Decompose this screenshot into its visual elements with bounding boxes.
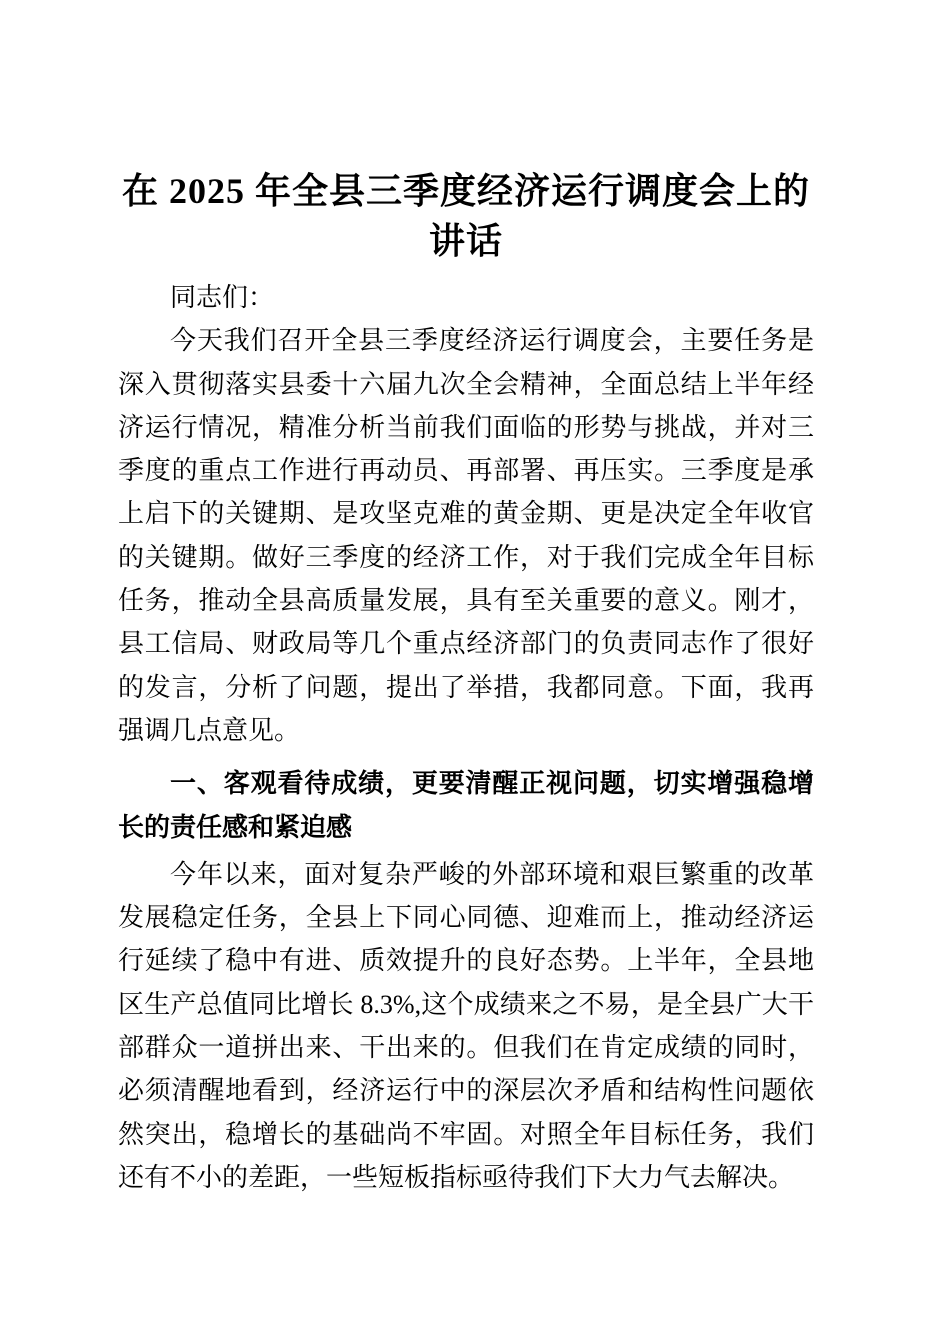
opening-paragraph: 今天我们召开全县三季度经济运行调度会，主要任务是深入贯彻落实县委十六届九次全会精神，全面总结上半年经济运行情况，精准分析当前我们面临的形势与挑战，并对三季度的重点工作进行再动员、再部署、再压实。三季度是承上启下的关键期、是攻坚克难的黄金期、更是决定全年收官的关键期。做好三季度的经济工作，对于我们完成全年目标任务，推动全县高质量发展，具有至关重要的意义。刚才，县工信局、财政局等几个重点经济部门的负责同志作了很好的发言，分析了问题，提出了举措，我都同意。下面，我再强调几点意见。 bbox=[118, 326, 814, 745]
document-title: 在 2025 年全县三季度经济运行调度会上的讲话 bbox=[121, 171, 810, 261]
section-1-heading: 一、客观看待成绩，更要清醒正视问题，切实增强稳增长的责任感和紧迫感 bbox=[118, 768, 814, 842]
section-1-paragraph: 今年以来，面对复杂严峻的外部环境和艰巨繁重的改革发展稳定任务，全县上下同心同德、迎难而上，推动经济运行延续了稳中有进、质效提升的良好态势。上半年，全县地区生产总值同比增长 8.3%,这个成绩来之不易，是全县广大干部群众一道拼出来、干出来的。但我们在肯定成绩的同时，必须清醒地看到，经济运行中的深层次矛盾和结构性问题依然突出，稳增长的基础尚不牢固。对照全年目标任务，我们还有不小的差距，一些短板指标亟待我们下大力气去解决。 bbox=[118, 859, 814, 1192]
salutation: 同志们： bbox=[170, 283, 275, 312]
